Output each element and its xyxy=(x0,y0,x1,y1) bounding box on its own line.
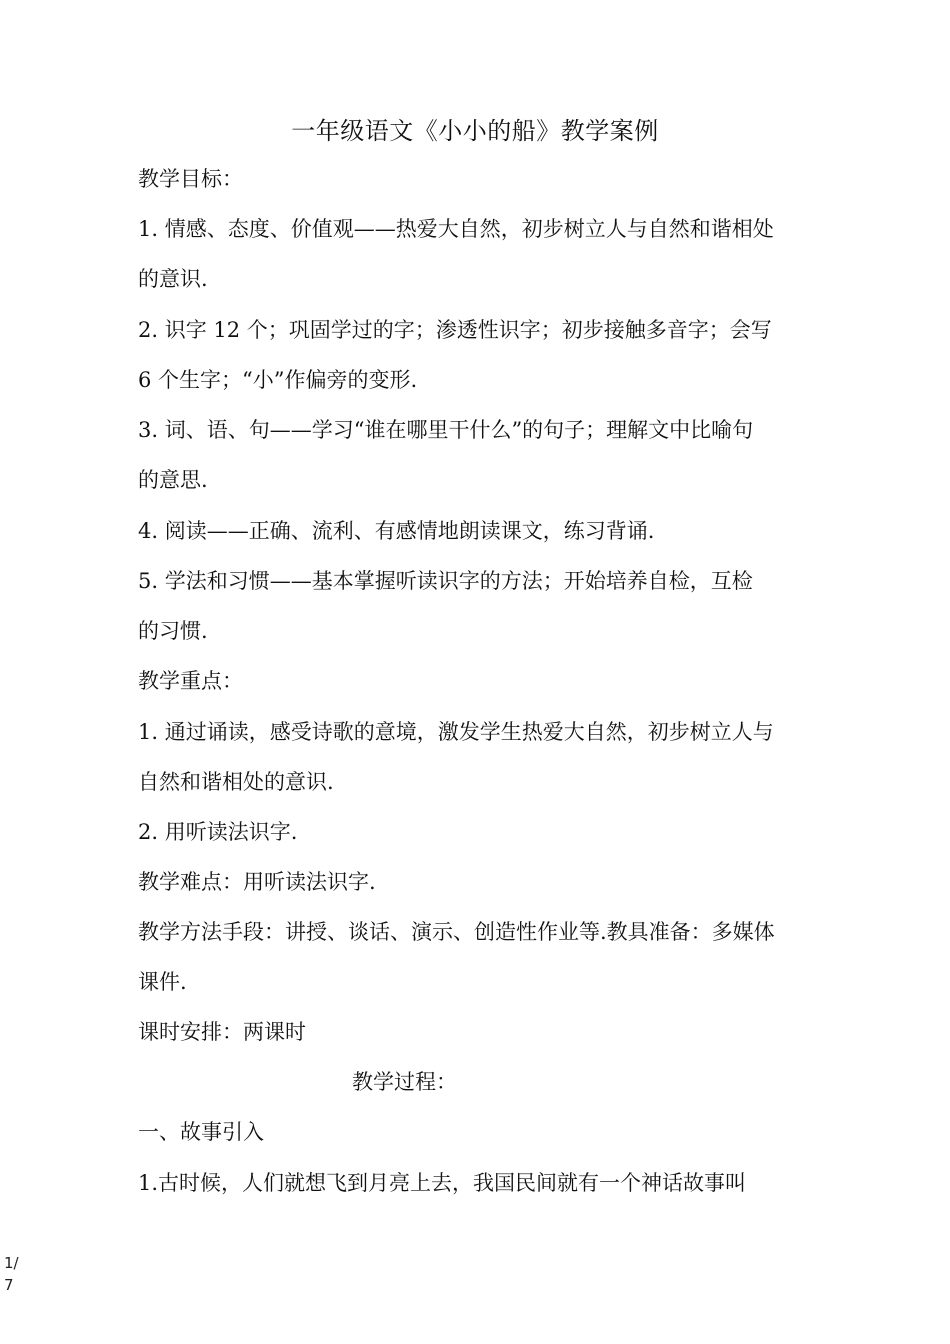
key-point-1-line-1: 1. 通过诵读，感受诗歌的意境，激发学生热爱大自然，初步树立人与 xyxy=(138,720,774,744)
goal-2-line-2: 6 个生字；“小”作偏旁的变形. xyxy=(138,368,418,392)
methods-line-1: 教学方法手段：讲授、谈话、演示、创造性作业等.教具准备：多媒体 xyxy=(138,920,775,944)
methods-line-2: 课件. xyxy=(138,970,187,994)
heading-key-points: 教学重点： xyxy=(138,669,243,693)
goal-1-line-2: 的意识. xyxy=(138,267,208,291)
goal-1-line-1: 1. 情感、态度、价值观——热爱大自然，初步树立人与自然和谐相处 xyxy=(138,217,774,241)
document-title: 一年级语文《小小的船》教学案例 xyxy=(291,117,659,145)
page-number-total: 7 xyxy=(4,1276,14,1294)
key-point-1-line-2: 自然和谐相处的意识. xyxy=(138,770,334,794)
heading-teaching-goals: 教学目标： xyxy=(138,167,243,191)
goal-2-line-1: 2. 识字 12 个；巩固学过的字；渗透性识字；初步接触多音字；会写 xyxy=(138,318,772,342)
section-story-intro: 一、故事引入 xyxy=(138,1120,264,1144)
goal-4: 4. 阅读——正确、流利、有感情地朗读课文，练习背诵. xyxy=(138,519,655,543)
difficulty: 教学难点：用听读法识字. xyxy=(138,870,376,894)
goal-5-line-1: 5. 学法和习惯——基本掌握听读识字的方法；开始培养自检，互检 xyxy=(138,569,753,593)
key-point-2: 2. 用听读法识字. xyxy=(138,820,298,844)
page-number xyxy=(4,1252,19,1296)
goal-5-line-2: 的习惯. xyxy=(138,619,208,643)
goal-3-line-2: 的意思. xyxy=(138,468,208,492)
page-number-current: 1/ xyxy=(4,1254,19,1272)
heading-teaching-process: 教学过程： xyxy=(352,1070,457,1094)
schedule: 课时安排：两课时 xyxy=(138,1020,306,1044)
story-paragraph-1: 1.古时候，人们就想飞到月亮上去，我国民间就有一个神话故事叫 xyxy=(138,1171,747,1195)
goal-3-line-1: 3. 词、语、句——学习“谁在哪里干什么”的句子；理解文中比喻句 xyxy=(138,418,754,442)
